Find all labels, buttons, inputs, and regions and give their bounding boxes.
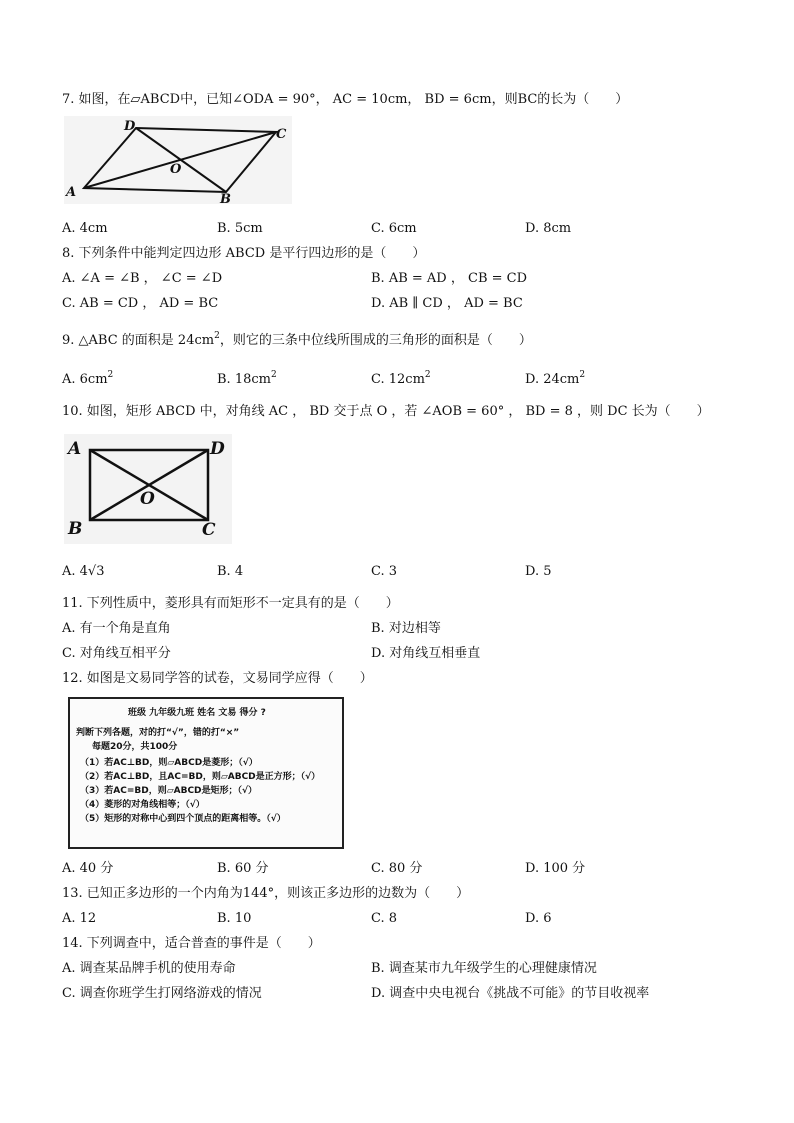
q7-label-o: O [170,162,182,177]
q10-option-b: B. 4 [217,564,244,579]
q7-option-d: D. 8cm [525,221,572,236]
q12-option-c: C. 80 分 [371,861,423,876]
q14-option-b: B. 调查某市九年级学生的心理健康情况 [371,961,597,976]
q13-option-d: D. 6 [525,911,552,926]
q11-stem: 11. 下列性质中，菱形具有而矩形不一定具有的是（ ） [62,596,399,611]
q13-option-b: B. 10 [217,911,252,926]
q7-label-b: B [220,192,231,204]
q10-stem: 10. 如图，矩形 ABCD 中，对角线 AC ， BD 交于点 O ，若 ∠AOB = 60° ， BD = 8 ，则 DC 长为（ ） [62,404,710,419]
q11-option-b: B. 对边相等 [371,621,441,636]
q12-stem: 12. 如图是文易同学答的试卷，文易同学应得（ ） [62,671,373,686]
paper-item-3: （3）若AC=BD，则▱ABCD是矩形；（√） [80,786,258,796]
q12-option-a: A. 40 分 [62,861,114,876]
q14-option-c: C. 调查你班学生打网络游戏的情况 [62,986,262,1001]
q10-option-a: A. 4√3 [62,564,105,579]
q12-option-b: B. 60 分 [217,861,269,876]
q14-option-a: A. 调查某品牌手机的使用寿命 [62,961,236,976]
q12-exam-paper [68,697,344,849]
q7-option-b: B. 5cm [217,221,263,236]
q9-option-d: D. $24cm^2$ [525,370,586,387]
paper-item-1: （1）若AC⊥BD，则▱ABCD是菱形；（√） [80,758,258,768]
q7-stem: 7. 如图，在▱ABCD中，已知∠ODA = 90°， AC = 10cm， BD = 6cm，则BC的长为（ ） [62,92,629,107]
q11-option-a: A. 有一个角是直角 [62,621,171,636]
q8-stem: 8. 下列条件中能判定四边形 ABCD 是平行四边形的是（ ） [62,246,426,261]
paper-header: 班级 九年级九班 姓名 文易 得分 ? [128,708,266,718]
paper-item-5: （5）矩形的对称中心到四个顶点的距离相等。（√） [80,814,286,824]
q10-label-b: B [68,519,83,539]
q12-option-d: D. 100 分 [525,861,586,876]
q10-option-d: D. 5 [525,564,552,579]
q8-option-a: A. ∠A = ∠B ， ∠C = ∠D [62,271,223,286]
q7-option-c: C. 6cm [371,221,417,236]
q9-option-b: B. $18cm^2$ [217,370,277,387]
q9-option-c: C. $12cm^2$ [371,370,431,387]
q7-label-d: D [124,119,136,134]
q11-option-c: C. 对角线互相平分 [62,646,171,661]
paper-item-4: （4）菱形的对角线相等；（√） [80,800,205,810]
q10-label-a: A [68,439,82,459]
q14-stem: 14. 下列调查中，适合普查的事件是（ ） [62,936,321,951]
q10-label-d: D [210,439,225,459]
q10-label-o: O [140,489,155,509]
q8-option-c: C. AB = CD ， AD = BC [62,296,219,311]
q13-option-c: C. 8 [371,911,398,926]
q13-option-a: A. 12 [62,911,97,926]
q8-option-d: D. AB ∥ CD ， AD = BC [371,296,523,311]
q10-label-c: C [202,520,216,540]
q7-figure [64,116,292,204]
paper-item-2: （2）若AC⊥BD，且AC=BD，则▱ABCD是正方形；（√） [80,772,321,782]
q9-stem: 9. △ABC 的面积是 $24cm^2$，则它的三条中位线所围成的三角形的面积是（ ） [62,331,532,348]
q13-stem: 13. 已知正多边形的一个内角为144°，则该正多边形的边数为（ ） [62,886,470,901]
q9-option-a: A. $6cm^2$ [62,370,114,387]
q14-option-d: D. 调查中央电视台《挑战不可能》的节目收视率 [371,986,650,1001]
q10-option-c: C. 3 [371,564,398,579]
q7-option-a: A. 4cm [62,221,108,236]
q7-label-c: C [276,127,287,142]
paper-scoring: 每题20分，共100分 [92,742,178,752]
q7-label-a: A [66,185,77,200]
q11-option-d: D. 对角线互相垂直 [371,646,481,661]
q10-figure [64,434,232,544]
q8-option-b: B. AB = AD ， CB = CD [371,271,528,286]
paper-instruction: 判断下列各题，对的打“√”，错的打“×” [76,728,240,738]
